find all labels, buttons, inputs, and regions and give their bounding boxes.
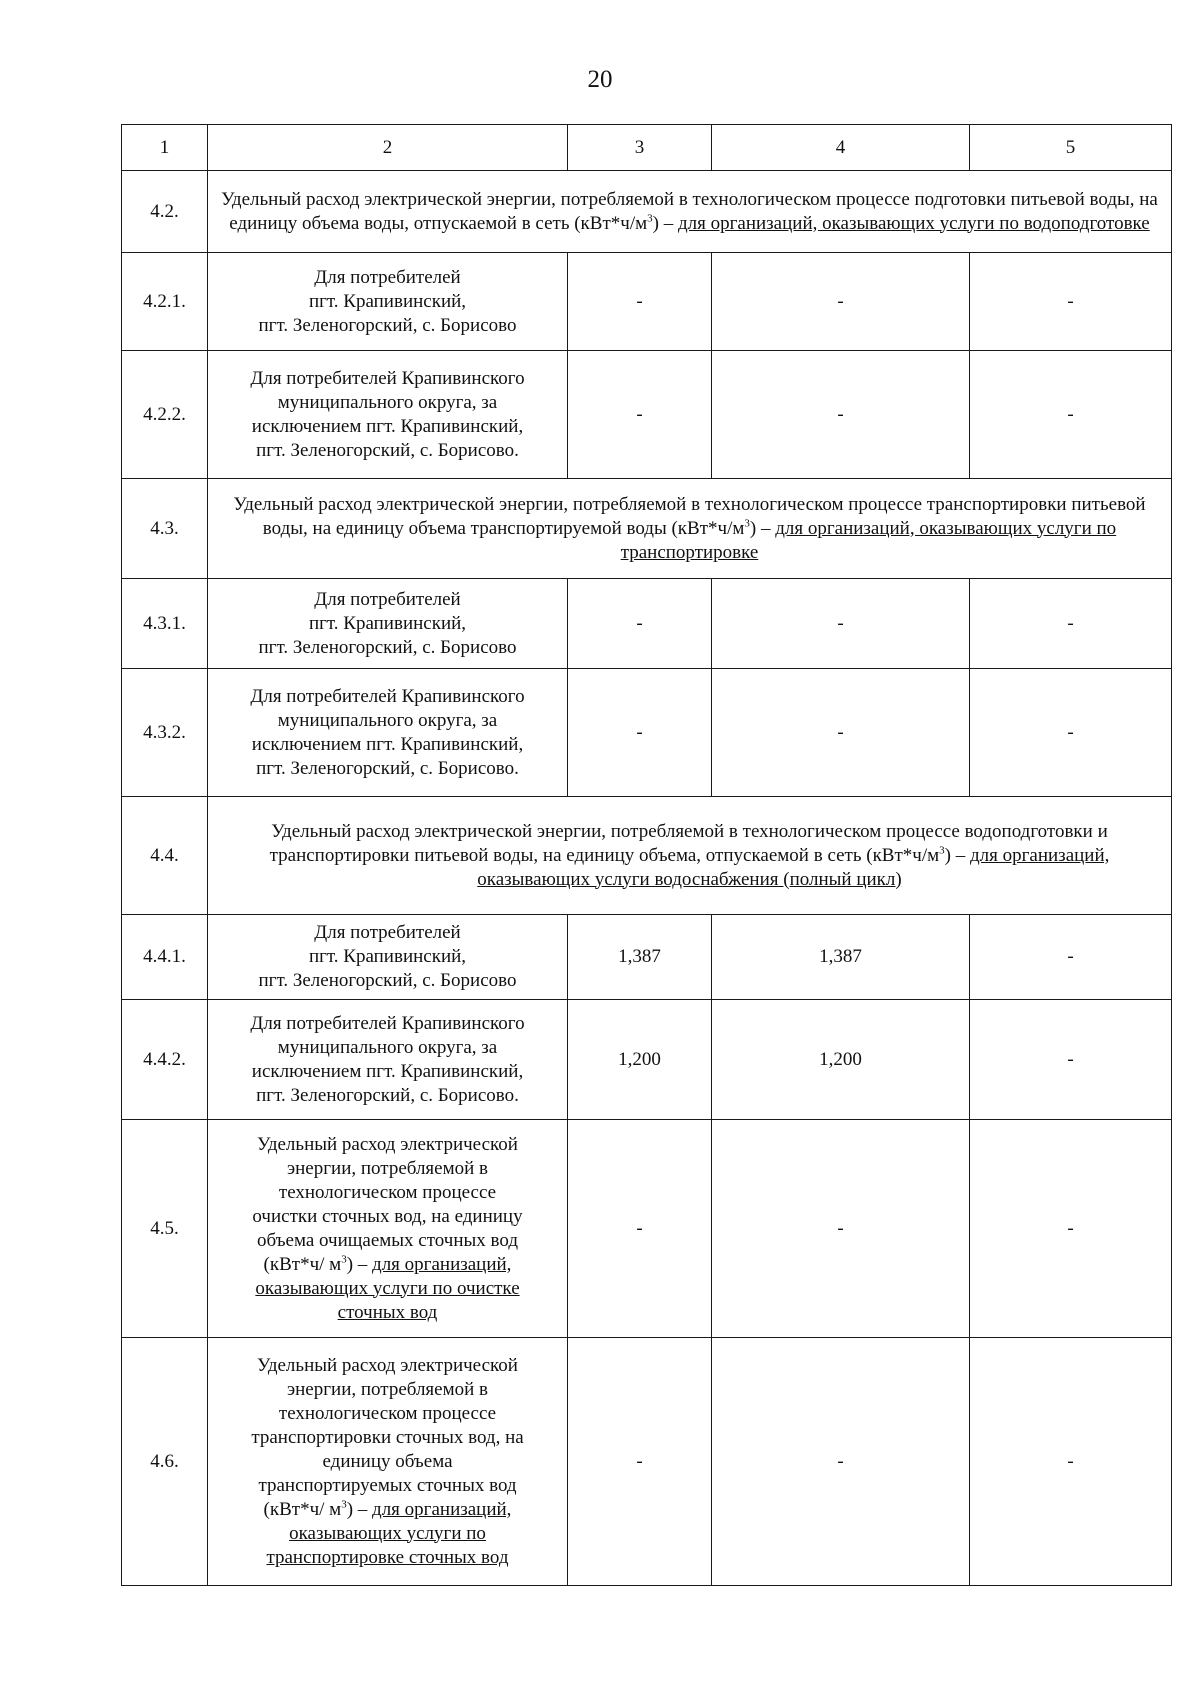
header-col-5: 5 xyxy=(970,125,1172,171)
cell-col-4: 1,200 xyxy=(712,1000,970,1120)
cell-col-4: - xyxy=(712,1338,970,1586)
cell-col-5: - xyxy=(970,579,1172,669)
cell-col-4: 1,387 xyxy=(712,915,970,1000)
cell-col-5: - xyxy=(970,253,1172,351)
cell-col-3: - xyxy=(568,669,712,797)
section-row-4-4 xyxy=(122,797,1172,915)
header-col-2: 2 xyxy=(208,125,568,171)
table-row-4-4-1 xyxy=(122,915,1172,1000)
row-code: 4.4.1. xyxy=(122,915,208,1000)
cell-col-3: - xyxy=(568,579,712,669)
row-description: Для потребителей Крапивинского муниципального округа, за исключением пгт. Крапивинский, пгт. Зеленогорский, с. Борисово. xyxy=(208,1000,568,1120)
table-row-4-2-2 xyxy=(122,351,1172,479)
cell-col-5: - xyxy=(970,1338,1172,1586)
cell-col-5: - xyxy=(970,1000,1172,1120)
cell-col-4: - xyxy=(712,579,970,669)
row-description: Удельный расход электрической энергии, потребляемой в технологическом процессе транспортировки сточных вод, на единицу объема транспортируемых сточных вод (кВт*ч/ $м^3$) – для организаций, оказывающих услуги по транспортировке сточных вод xyxy=(208,1338,568,1586)
table-row-4-3-2 xyxy=(122,669,1172,797)
row-description: Для потребителей пгт. Крапивинский, пгт. Зеленогорский, с. Борисово xyxy=(208,579,568,669)
header-col-1: 1 xyxy=(122,125,208,171)
cell-col-4: - xyxy=(712,1120,970,1338)
row-description: Удельный расход электрической энергии, потребляемой в технологическом процессе очистки сточных вод, на единицу объема очищаемых сточных вод (кВт*ч/ $м^3$) – для организаций, оказывающих услуги по очистке сточных вод xyxy=(208,1120,568,1338)
section-description: Удельный расход электрической энергии, потребляемой в технологическом процессе водоподготовки и транспортировки питьевой воды, на единицу объема, отпускаемой в сеть $(кВт*ч/м^3)$ – для организаций, оказывающих услуги водоснабжения (полный цикл) xyxy=(208,797,1172,915)
row-code: 4.4.2. xyxy=(122,1000,208,1120)
table-row-4-2-1 xyxy=(122,253,1172,351)
section-row-4-2 xyxy=(122,171,1172,253)
row-code: 4.3.2. xyxy=(122,669,208,797)
section-code: 4.3. xyxy=(122,479,208,579)
cell-col-3: 1,200 xyxy=(568,1000,712,1120)
table-row-4-3-1 xyxy=(122,579,1172,669)
cell-col-4: - xyxy=(712,351,970,479)
section-description: Удельный расход электрической энергии, потребляемой в технологическом процессе подготовки питьевой воды, на единицу объема воды, отпускаемой в сеть $(кВт*ч/м^3)$ – для организаций, оказывающих услуги по водоподготовке xyxy=(208,171,1172,253)
table-header-row xyxy=(122,125,1172,171)
cell-col-5: - xyxy=(970,915,1172,1000)
row-description: Для потребителей пгт. Крапивинский, пгт. Зеленогорский, с. Борисово xyxy=(208,253,568,351)
cell-col-5: - xyxy=(970,1120,1172,1338)
section-description: Удельный расход электрической энергии, потребляемой в технологическом процессе транспортировки питьевой воды, на единицу объема транспортируемой воды $(кВт*ч/м^3)$ – для организаций, оказывающих услуги по транспортировке xyxy=(208,479,1172,579)
cell-col-4: - xyxy=(712,669,970,797)
table-row-4-5 xyxy=(122,1120,1172,1338)
cell-col-5: - xyxy=(970,351,1172,479)
table-row-4-4-2 xyxy=(122,1000,1172,1120)
cell-col-3: 1,387 xyxy=(568,915,712,1000)
page-number: 20 xyxy=(587,66,613,93)
section-code: 4.2. xyxy=(122,171,208,253)
row-code: 4.3.1. xyxy=(122,579,208,669)
row-description: Для потребителей Крапивинского муниципального округа, за исключением пгт. Крапивинский, пгт. Зеленогорский, с. Борисово. xyxy=(208,351,568,479)
header-col-3: 3 xyxy=(568,125,712,171)
section-code: 4.4. xyxy=(122,797,208,915)
row-description: Для потребителей Крапивинского муниципального округа, за исключением пгт. Крапивинский, пгт. Зеленогорский, с. Борисово. xyxy=(208,669,568,797)
cell-col-3: - xyxy=(568,253,712,351)
row-code: 4.2.1. xyxy=(122,253,208,351)
cell-col-5: - xyxy=(970,669,1172,797)
header-col-4: 4 xyxy=(712,125,970,171)
indicators-table xyxy=(121,124,1172,1586)
table-row-4-6 xyxy=(122,1338,1172,1586)
cell-col-3: - xyxy=(568,351,712,479)
row-code: 4.5. xyxy=(122,1120,208,1338)
cell-col-3: - xyxy=(568,1338,712,1586)
row-code: 4.2.2. xyxy=(122,351,208,479)
cell-col-4: - xyxy=(712,253,970,351)
row-description: Для потребителей пгт. Крапивинский, пгт. Зеленогорский, с. Борисово xyxy=(208,915,568,1000)
section-row-4-3 xyxy=(122,479,1172,579)
cell-col-3: - xyxy=(568,1120,712,1338)
row-code: 4.6. xyxy=(122,1338,208,1586)
